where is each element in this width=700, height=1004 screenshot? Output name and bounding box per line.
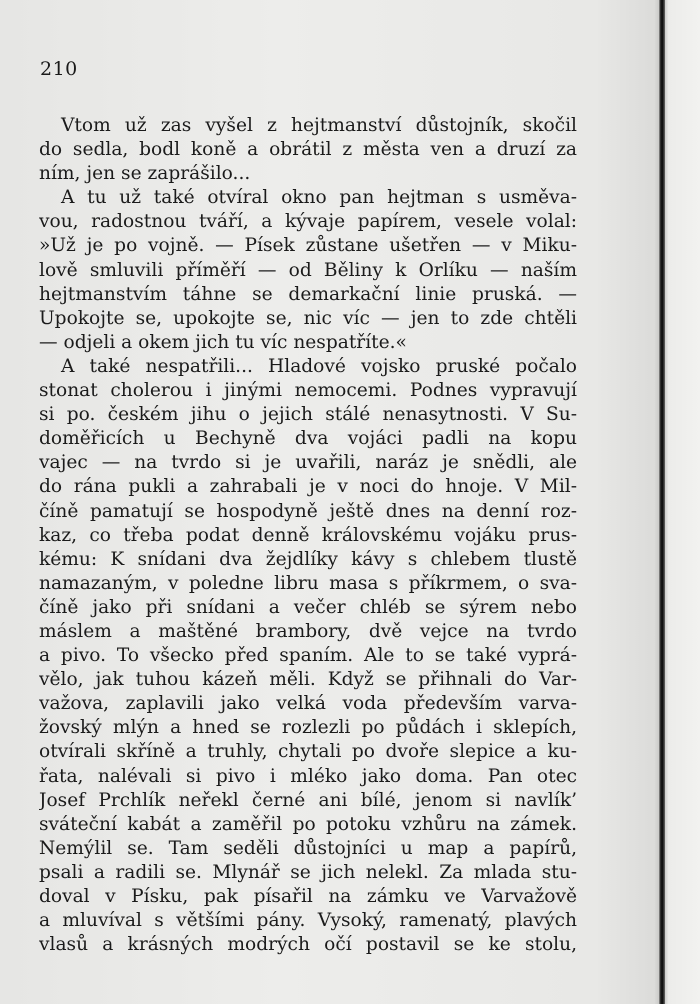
text-line: Nemýlil se. Tam seděli důstojníci u map a papírů, [39, 837, 577, 859]
text-line: Upokojte se, upokojte se, nic víc — jen to zde chtěli [39, 307, 577, 329]
text-line: číně jako při snídani a večer chléb se sýrem nebo [39, 596, 577, 618]
text-line: lově smluvili příměří — od Běliny k Orlíku — naším [39, 259, 577, 281]
text-line: řata, nalévali si pivo i mléko jako doma. Pan otec [39, 765, 577, 787]
text-line: stonat cholerou i jinými nemocemi. Podnes vypravují [39, 380, 577, 402]
text-line: vajec — na tvrdo si je uvařili, naráz je snědli, ale [39, 452, 577, 474]
text-line: kému: K snídani dva žejdlíky kávy s chlebem tlustě [39, 548, 577, 570]
text-line: psali a radili se. Mlynář se jich nelekl. Za mlada stu- [39, 861, 577, 883]
text-line: doval v Písku, pak písařil na zámku ve Varvažově [39, 886, 577, 907]
text-line: hejtmanstvím táhne se demarkační linie pruská. — [39, 283, 577, 305]
text-line: Josef Prchlík neřekl černé ani bílé, jenom si navlík’ [39, 789, 577, 811]
text-line: vou, radostnou tváří, a kývaje papírem, vesele volal: [39, 211, 577, 233]
text-line: važova, zaplavili jako velká voda především varva- [39, 693, 577, 715]
text-line: vlasů a krásných modrých očí postavil se ke stolu, [39, 934, 577, 956]
text-line: ním, jen se zaprášilo... [39, 163, 251, 185]
text-line: — odjeli a okem jich tu víc nespatříte.« [39, 331, 407, 353]
page-number: 210 [40, 58, 78, 80]
text-line: a mluvíval s většími pány. Vysoký, ramenatý, plavých [39, 910, 577, 932]
text-line: sváteční kabát a zaměřil po potoku vzhůru na zámek. [39, 813, 577, 835]
text-line: A také nespatřili... Hladové vojsko pruské počalo [61, 355, 577, 377]
text-line: si po. českém jihu o jejich stálé nenasytnosti. V Su- [39, 404, 577, 426]
page-gutter-edge [659, 0, 665, 1004]
text-line: »Už je po vojně. — Písek zůstane ušetřen — v Miku- [39, 235, 577, 257]
text-line: kaz, co třeba podat denně královskému vojáku prus- [39, 524, 577, 546]
text-line: a pivo. To všecko před spaním. Ale to se také vyprá- [39, 645, 577, 667]
text-line: do sedla, bodl koně a obrátil z města ven a druzí za [39, 139, 577, 161]
text-line: A tu už také otvíral okno pan hejtman s usměva- [61, 187, 577, 209]
text-line: máslem a maštěné brambory, dvě vejce na tvrdo [39, 620, 577, 642]
text-line: namazaným, v poledne libru masa s příkrmem, o sva- [39, 572, 577, 594]
text-line: do rána pukli a zahrabali je v noci do hnoje. V Mil- [39, 476, 577, 498]
text-line: doměřicích u Bechyně dva vojáci padli na kopu [39, 428, 577, 450]
text-line: žovský mlýn a hned se rozlezli po půdách i sklepích, [39, 717, 577, 739]
text-line: číně pamatují se hospodyně ještě dnes na denní roz- [39, 500, 577, 522]
body-text [39, 114, 577, 957]
text-line: Vtom už zas vyšel z hejtmanství důstojník, skočil [61, 115, 577, 136]
text-line: otvírali skříně a truhly, chytali po dvoře slepice a ku- [39, 741, 577, 763]
text-line: vělo, jak tuhou kázeň měli. Když se přihnali do Var- [39, 669, 577, 691]
